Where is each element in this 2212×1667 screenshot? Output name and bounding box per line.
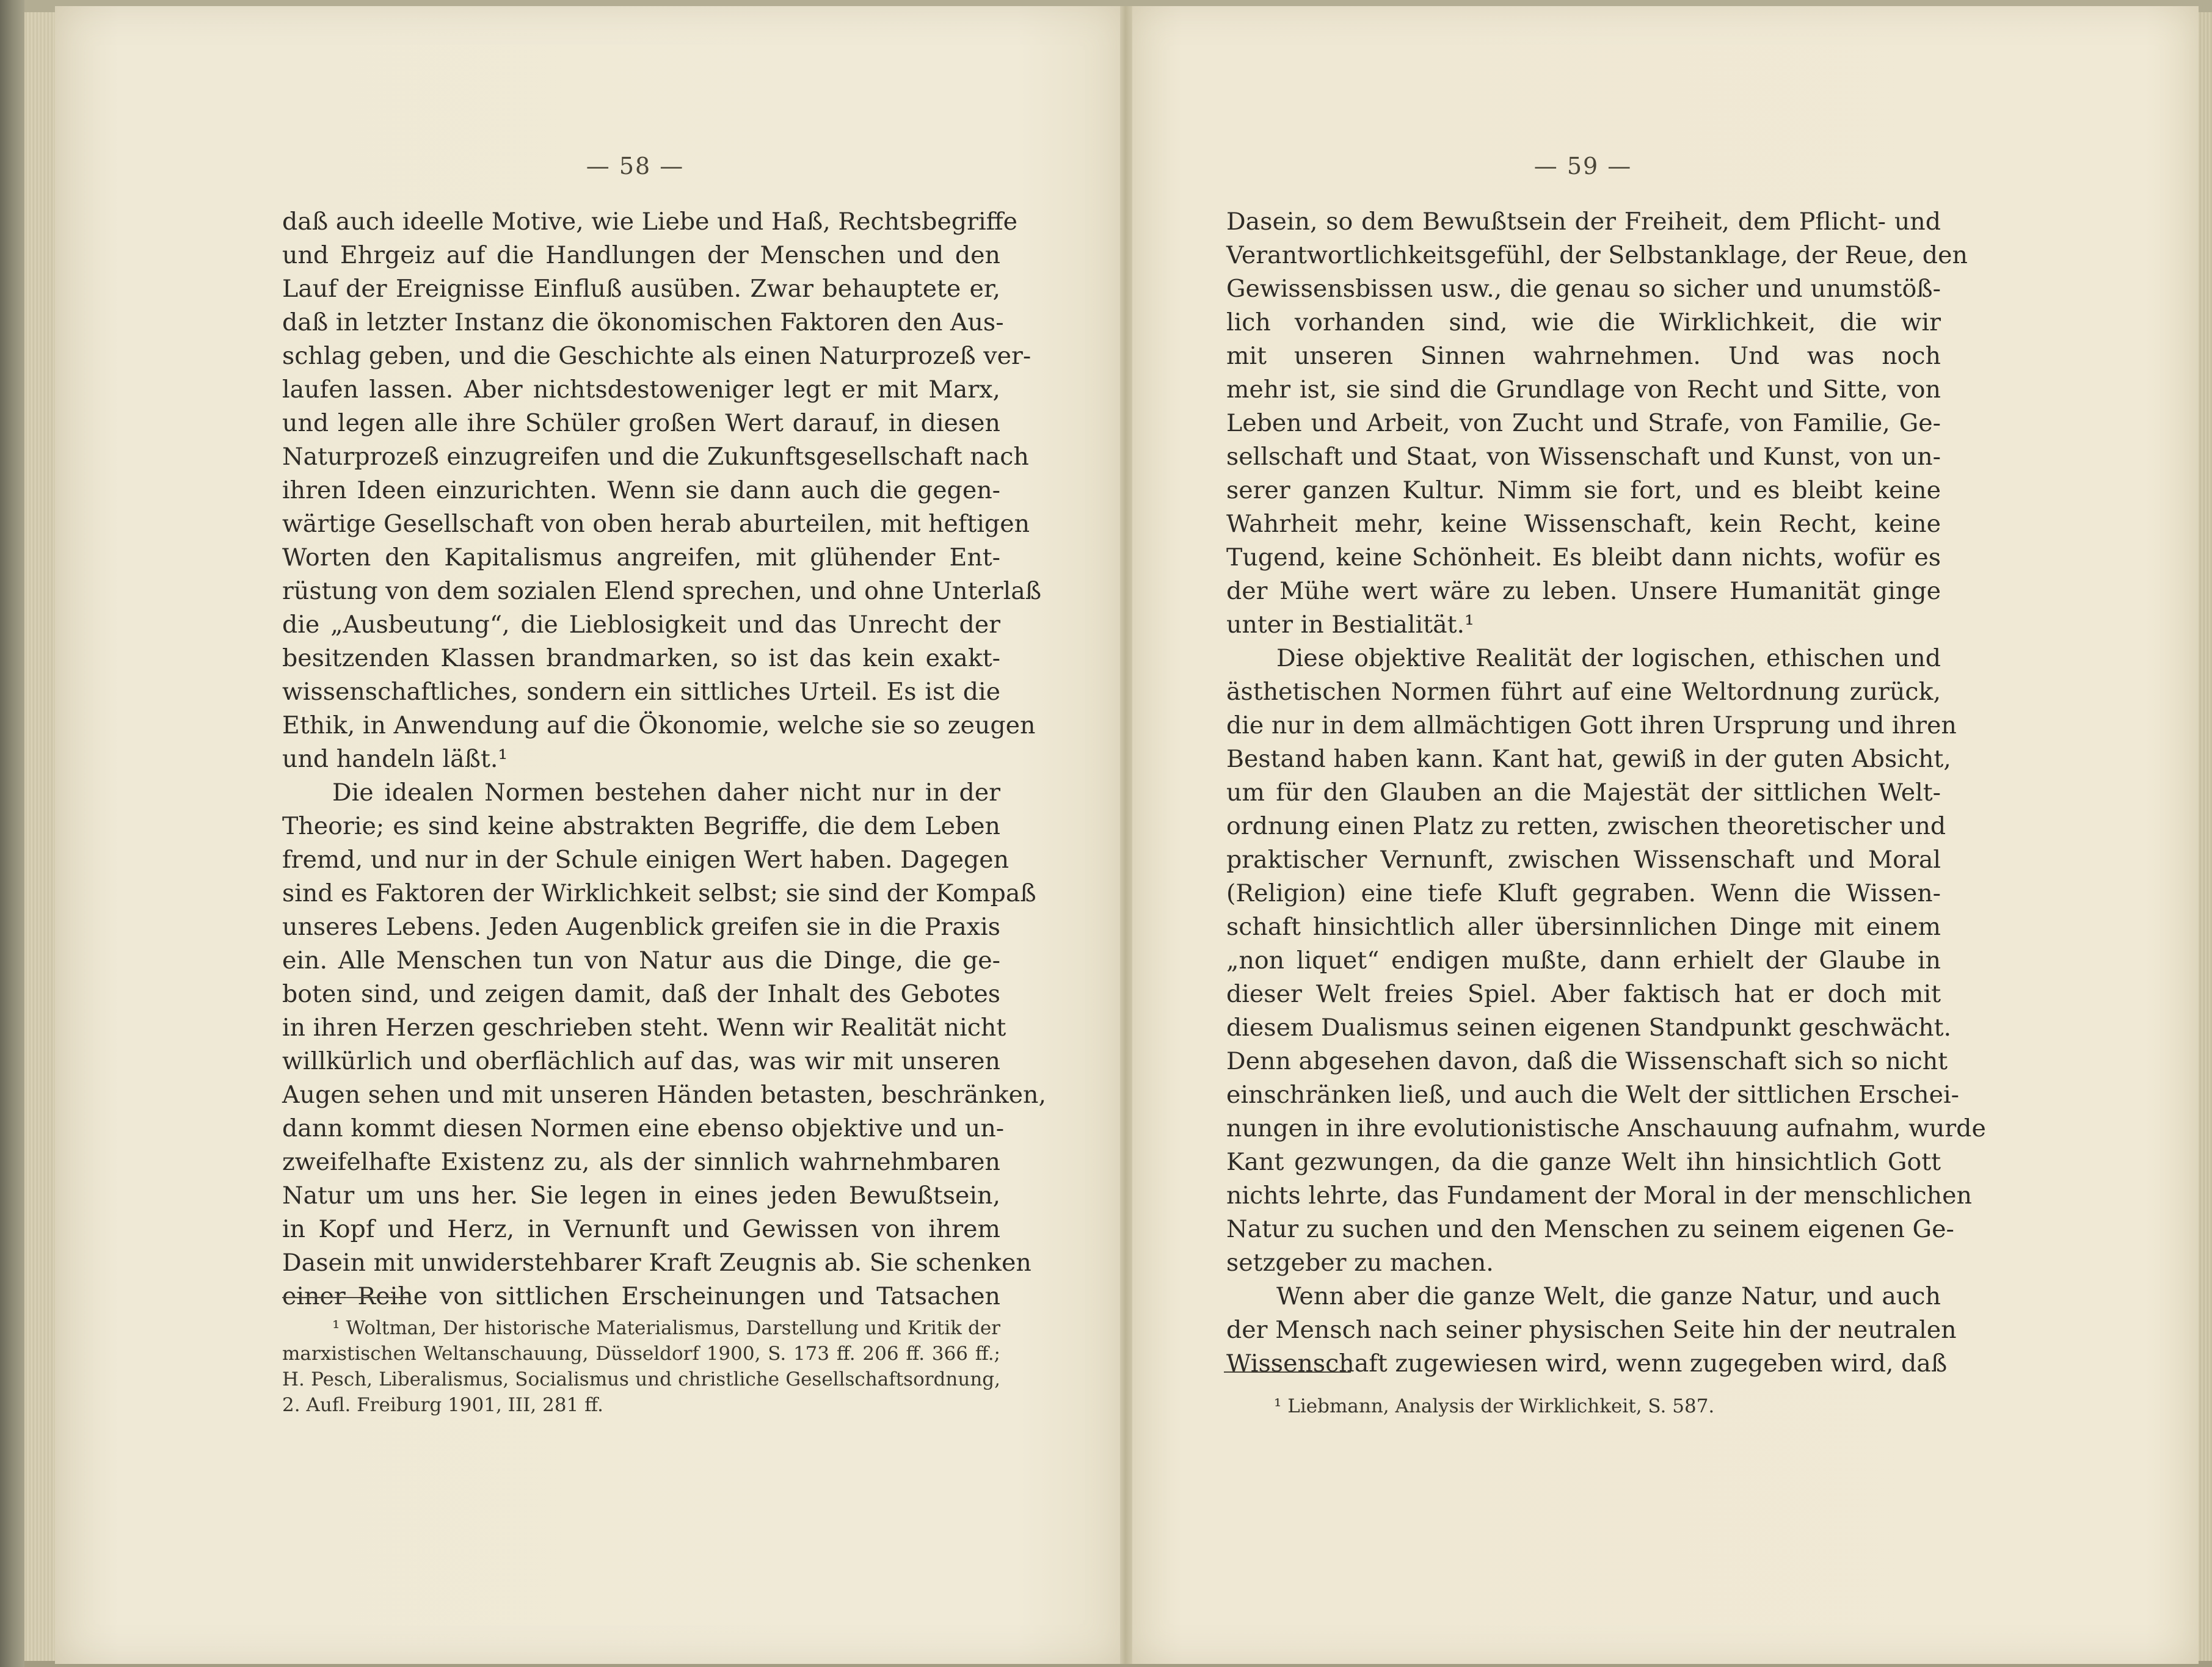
text-line: die „Ausbeutung“, die Lieblosigkeit und das Unrecht der <box>282 611 1000 639</box>
text-line: sind es Faktoren der Wirklichkeit selbst; sie sind der Kompaß <box>282 879 1036 907</box>
text-line: setzgeber zu machen. <box>1226 1249 1494 1277</box>
text-line: Lauf der Ereignisse Einfluß ausüben. Zwar behauptete er, <box>282 275 1000 303</box>
text-line: unter in Bestialität.¹ <box>1226 611 1474 639</box>
text-line: Wissenschaft zugewiesen wird, wenn zugegeben wird, daß <box>1226 1349 1948 1378</box>
text-line: daß auch ideelle Motive, wie Liebe und Haß, Rechtsbegriffe <box>282 208 1018 236</box>
text-line: ästhetischen Normen führt auf eine Weltordnung zurück, <box>1226 678 1941 706</box>
left-page-number: — 58 — <box>586 153 685 180</box>
text-line: Leben und Arbeit, von Zucht und Strafe, von Familie, Ge- <box>1226 409 1941 437</box>
right-page-number: — 59 — <box>1533 153 1632 180</box>
text-line: und Ehrgeiz auf die Handlungen der Menschen und den <box>282 241 1000 269</box>
text-line: wissenschaftliches, sondern ein sittliches Urteil. Es ist die <box>282 678 1000 706</box>
text-line: Worten den Kapitalismus angreifen, mit glühender Ent- <box>282 543 1000 572</box>
right-page-body <box>1226 205 1986 1381</box>
text-line: lich vorhanden sind, wie die Wirklichkeit, die wir <box>1226 308 1941 336</box>
text-line: Natur um uns her. Sie legen in eines jeden Bewußtsein, <box>282 1182 1000 1210</box>
text-line: und legen alle ihre Schüler großen Wert darauf, in diesen <box>282 409 1000 437</box>
text-line: dann kommt diesen Normen eine ebenso objektive und un- <box>282 1114 1005 1142</box>
book-gutter <box>1120 6 1132 1664</box>
text-line: laufen lassen. Aber nichtsdestoweniger legt er mit Marx, <box>282 376 1000 404</box>
text-line: fremd, und nur in der Schule einigen Wert haben. Dagegen <box>282 846 1010 874</box>
footnote-line: 2. Aufl. Freiburg 1901, III, 281 ff. <box>282 1394 603 1416</box>
text-line: Augen sehen und mit unseren Händen betasten, beschränken, <box>282 1081 1047 1109</box>
footnote-line: ¹ Woltman, Der historische Materialismus, Darstellung und Kritik der <box>332 1317 1000 1339</box>
text-line: und handeln läßt.¹ <box>282 745 508 773</box>
right-footnote-rule <box>1224 1371 1351 1373</box>
footnote-line: ¹ Liebmann, Analysis der Wirklichkeit, S. 587. <box>1274 1395 1715 1417</box>
text-line: einschränken ließ, und auch die Welt der sittlichen Erschei- <box>1226 1081 1959 1109</box>
text-line: mit unseren Sinnen wahrnehmen. Und was noch <box>1226 342 1941 370</box>
text-line: Verantwortlichkeitsgefühl, der Selbstanklage, der Reue, den <box>1226 241 1968 269</box>
text-line: boten sind, und zeigen damit, daß der Inhalt des Gebotes <box>282 980 1000 1008</box>
text-line: Theorie; es sind keine abstrakten Begriffe, die dem Leben <box>282 812 1000 840</box>
text-line: in ihren Herzen geschrieben steht. Wenn wir Realität nicht <box>282 1014 1006 1042</box>
text-line: schlag geben, und die Geschichte als einen Naturprozeß ver- <box>282 342 1031 370</box>
footnote-line: marxistischen Weltanschauung, Düsseldorf 1900, S. 173 ff. 206 ff. 366 ff.; <box>282 1343 1000 1365</box>
text-line: willkürlich und oberflächlich auf das, was wir mit unseren <box>282 1047 1000 1075</box>
left-footnote-rule <box>282 1297 409 1298</box>
text-line: Kant gezwungen, da die ganze Welt ihn hinsichtlich Gott <box>1226 1148 1941 1176</box>
text-line: wärtige Gesellschaft von oben herab aburteilen, mit heftigen <box>282 510 1030 538</box>
right-page-footnotes <box>1224 1393 1938 1419</box>
text-line: schaft hinsichtlich aller übersinnlichen Dinge mit einem <box>1226 913 1941 941</box>
text-line: einer Reihe von sittlichen Erscheinungen und Tatsachen <box>282 1282 1000 1310</box>
text-line: Dasein mit unwiderstehbarer Kraft Zeugnis ab. Sie schenken <box>282 1249 1031 1277</box>
text-line: Die idealen Normen bestehen daher nicht nur in der <box>332 779 1000 807</box>
text-line: ihren Ideen einzurichten. Wenn sie dann auch die gegen- <box>282 476 1000 504</box>
text-line: Dasein, so dem Bewußtsein der Freiheit, dem Pflicht- und <box>1226 208 1941 236</box>
text-line: Diese objektive Realität der logischen, ethischen und <box>1276 644 1941 672</box>
text-line: (Religion) eine tiefe Kluft gegraben. Wenn die Wissen- <box>1226 879 1941 907</box>
footnote-line: H. Pesch, Liberalismus, Socialismus und christliche Gesellschaftsordnung, <box>282 1368 1000 1390</box>
text-line: nichts lehrte, das Fundament der Moral in der menschlichen <box>1226 1182 1972 1210</box>
text-line: zweifelhafte Existenz zu, als der sinnlich wahrnehmbaren <box>282 1148 1000 1176</box>
text-line: serer ganzen Kultur. Nimm sie fort, und es bleibt keine <box>1226 476 1941 504</box>
text-line: ordnung einen Platz zu retten, zwischen theoretischer und <box>1226 812 1946 840</box>
text-line: diesem Dualismus seinen eigenen Standpunkt geschwächt. <box>1226 1014 1952 1042</box>
text-line: dieser Welt freies Spiel. Aber faktisch hat er doch mit <box>1226 980 1941 1008</box>
text-line: um für den Glauben an die Majestät der sittlichen Welt- <box>1226 779 1941 807</box>
left-page-body <box>282 205 1047 1313</box>
text-line: Natur zu suchen und den Menschen zu seinem eigenen Ge- <box>1226 1215 1954 1243</box>
text-line: Tugend, keine Schönheit. Es bleibt dann nichts, wofür es <box>1226 543 1941 572</box>
text-line: mehr ist, sie sind die Grundlage von Recht und Sitte, von <box>1226 376 1941 404</box>
text-line: Bestand haben kann. Kant hat, gewiß in der guten Absicht, <box>1226 745 1951 773</box>
left-page-footnotes <box>282 1315 1000 1418</box>
text-line: „non liquet“ endigen mußte, dann erhielt der Glaube in <box>1226 946 1941 975</box>
text-line: unseres Lebens. Jeden Augenblick greifen sie in die Praxis <box>282 913 1000 941</box>
text-line: ein. Alle Menschen tun von Natur aus die Dinge, die ge- <box>282 946 1000 975</box>
text-line: die nur in dem allmächtigen Gott ihren Ursprung und ihren <box>1226 711 1957 739</box>
text-line: sellschaft und Staat, von Wissenschaft und Kunst, von un- <box>1226 443 1941 471</box>
left-page-stack <box>24 12 56 1661</box>
text-line: daß in letzter Instanz die ökonomischen Faktoren den Aus- <box>282 308 1004 336</box>
text-line: Denn abgesehen davon, daß die Wissenschaft sich so nicht <box>1226 1047 1948 1075</box>
text-line: besitzenden Klassen brandmarken, so ist das kein exakt- <box>282 644 1000 672</box>
text-line: der Mensch nach seiner physischen Seite hin der neutralen <box>1226 1316 1957 1344</box>
text-line: in Kopf und Herz, in Vernunft und Gewissen von ihrem <box>282 1215 1000 1243</box>
book-cover-edge <box>0 0 24 1667</box>
text-line: nungen in ihre evolutionistische Anschauung aufnahm, wurde <box>1226 1114 1986 1142</box>
text-line: Gewissensbissen usw., die genau so sicher und unumstöß- <box>1226 275 1941 303</box>
right-page-stack <box>2199 12 2212 1661</box>
text-line: praktischer Vernunft, zwischen Wissenschaft und Moral <box>1226 846 1941 874</box>
text-line: der Mühe wert wäre zu leben. Unsere Humanität ginge <box>1226 577 1941 605</box>
text-line: Ethik, in Anwendung auf die Ökonomie, welche sie so zeugen <box>282 711 1036 739</box>
text-line: Wahrheit mehr, keine Wissenschaft, kein Recht, keine <box>1226 510 1941 538</box>
text-line: Wenn aber die ganze Welt, die ganze Natur, und auch <box>1276 1282 1941 1310</box>
text-line: rüstung von dem sozialen Elend sprechen, und ohne Unterlaß <box>282 577 1042 605</box>
text-line: Naturprozeß einzugreifen und die Zukunftsgesellschaft nach <box>282 443 1029 471</box>
